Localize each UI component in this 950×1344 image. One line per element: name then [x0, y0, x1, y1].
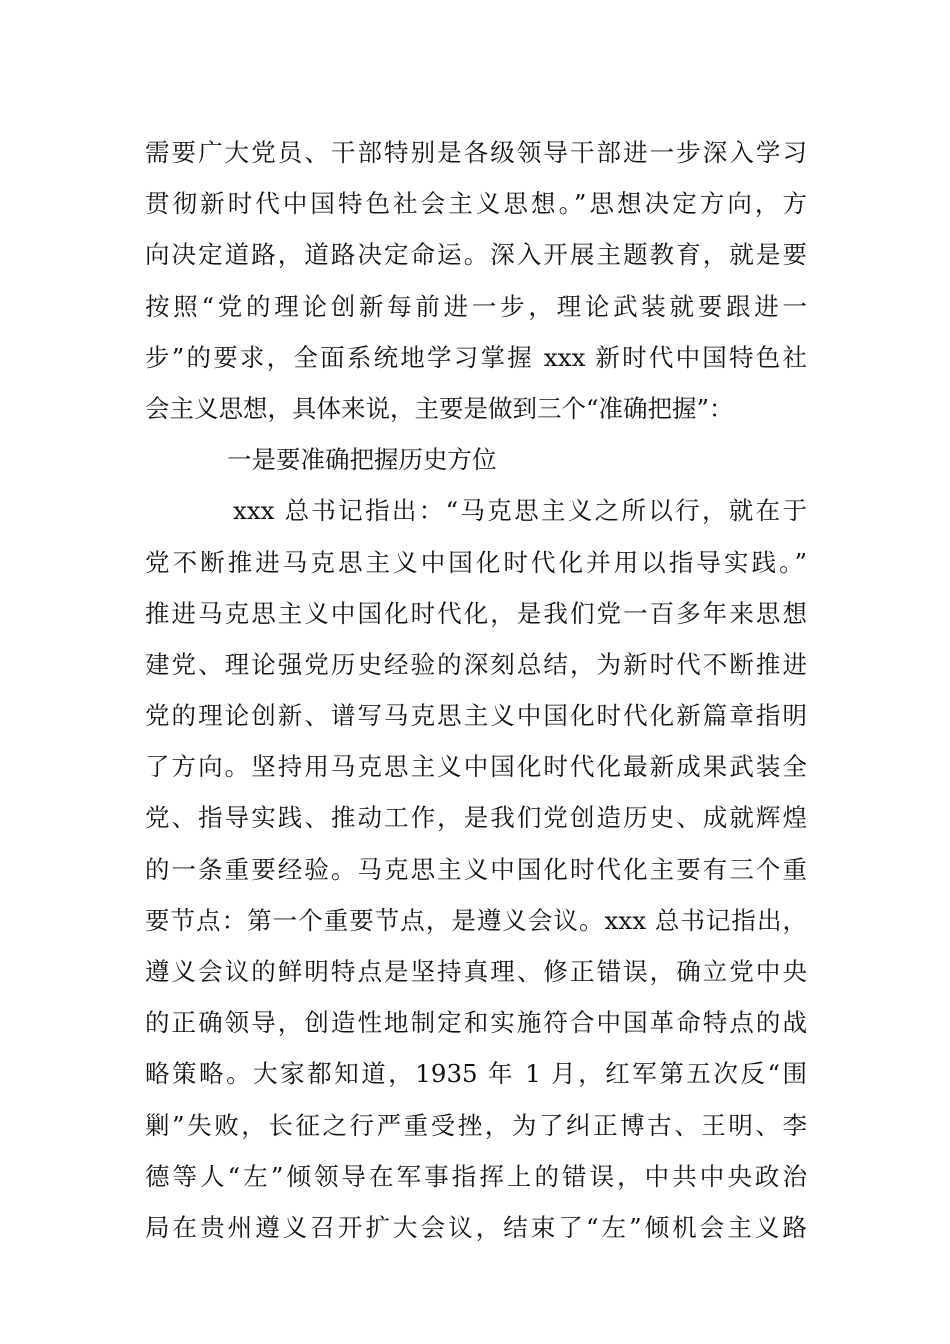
text-line: 党、指导实践、推动工作，是我们党创造历史、成就辉煌 — [145, 803, 807, 833]
text-line: 党的理论创新、谱写马克思主义中国化时代化新篇章指明 — [145, 701, 807, 731]
text-line: 党不断推进马克思主义中国化时代化并用以指导实践。” — [145, 547, 807, 577]
text-line: 需要广大党员、干部特别是各级领导干部进一步深入学习 — [145, 138, 807, 167]
text-line: 的一条重要经验。马克思主义中国化时代化主要有三个重 — [145, 854, 807, 884]
section-heading: 一是要准确把握历史方位 — [227, 445, 497, 475]
text-line: 向决定道路，道路决定命运。深入开展主题教育，就是要 — [145, 240, 807, 270]
text-line: 要节点：第一个重要节点，是遵义会议。xxx 总书记指出， — [145, 905, 807, 935]
text-line: 了方向。坚持用马克思主义中国化时代化最新成果武装全 — [145, 752, 807, 782]
text-line: 略策略。大家都知道，1935 年 1 月，红军第五次反“围 — [145, 1059, 807, 1089]
text-line: 德等人“左”倾领导在军事指挥上的错误，中共中央政治 — [145, 1161, 807, 1191]
text-line: 会主义思想，具体来说，主要是做到三个“准确把握”： — [145, 393, 734, 423]
document-body — [145, 127, 807, 1253]
text-line: 贯彻新时代中国特色社会主义思想。”思想决定方向，方 — [145, 189, 807, 219]
text-line: 的正确领导，创造性地制定和实施符合中国革命特点的战 — [145, 1008, 807, 1038]
text-line: 遵义会议的鲜明特点是坚持真理、修正错误，确立党中央 — [145, 957, 807, 986]
text-line: 推进马克思主义中国化时代化，是我们党一百多年来思想 — [145, 598, 807, 628]
text-line: 剿”失败，长征之行严重受挫，为了纠正博古、王明、李 — [145, 1110, 807, 1140]
paragraph-first-line: xxx 总书记指出：“马克思主义之所以行，就在于 — [233, 496, 807, 526]
text-line: 按照“党的理论创新每前进一步，理论武装就要跟进一 — [145, 291, 807, 321]
text-line: 步”的要求，全面系统地学习掌握 xxx 新时代中国特色社 — [145, 342, 807, 372]
text-line: 局在贵州遵义召开扩大会议，结束了“左”倾机会主义路 — [145, 1212, 807, 1242]
text-line: 建党、理论强党历史经验的深刻总结，为新时代不断推进 — [145, 649, 807, 679]
